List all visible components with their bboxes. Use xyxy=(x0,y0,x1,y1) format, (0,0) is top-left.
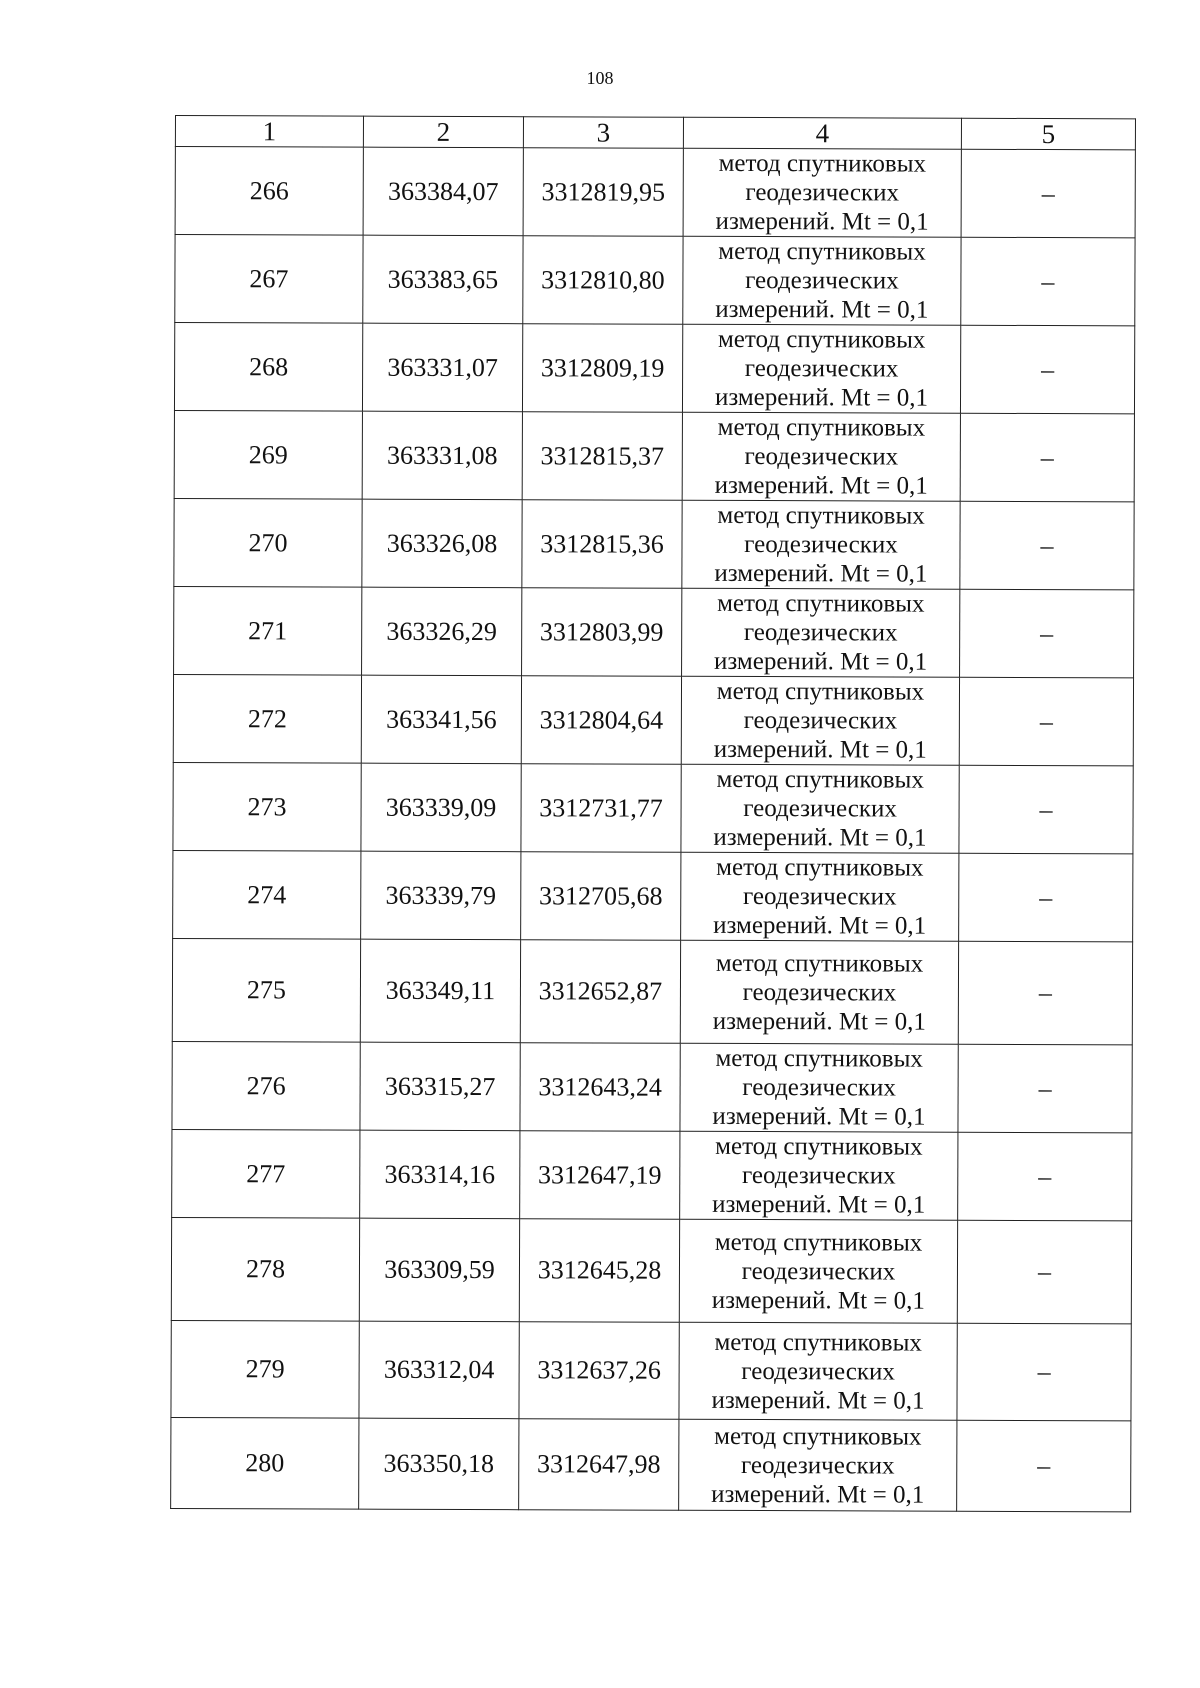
point-number-cell: 266 xyxy=(175,147,363,236)
y-coordinate-cell: 3312819,95 xyxy=(523,148,683,237)
method-line: метод спутниковых xyxy=(716,765,924,794)
table-row xyxy=(171,1417,1131,1511)
point-number-cell: 270 xyxy=(174,498,362,587)
note-cell: – xyxy=(957,1323,1131,1421)
point-number-cell: 275 xyxy=(172,938,360,1042)
point-number-cell: 269 xyxy=(174,410,362,499)
note-cell: – xyxy=(959,853,1133,942)
note-cell: – xyxy=(960,413,1134,502)
table-body xyxy=(171,147,1136,1512)
note-cell: – xyxy=(958,941,1132,1045)
header-row xyxy=(175,116,1135,150)
point-number-cell: 274 xyxy=(173,850,361,939)
column-header-5: 5 xyxy=(961,118,1135,150)
note-cell: – xyxy=(961,237,1135,326)
x-coordinate-cell: 363350,18 xyxy=(359,1418,519,1510)
y-coordinate-cell: 3312804,64 xyxy=(521,676,681,765)
method-line: метод спутниковых xyxy=(717,501,925,530)
x-coordinate-cell: 363309,59 xyxy=(359,1218,519,1322)
method-cell xyxy=(683,148,961,237)
table-row xyxy=(173,762,1133,853)
x-coordinate-cell: 363384,07 xyxy=(363,147,523,236)
method-line: геодезических xyxy=(743,706,898,735)
note-cell: – xyxy=(957,1420,1131,1512)
column-header-3: 3 xyxy=(523,117,683,149)
table-row xyxy=(174,410,1134,501)
x-coordinate-cell: 363314,16 xyxy=(360,1130,520,1219)
method-cell xyxy=(681,676,959,765)
method-line: измерений. Mt = 0,1 xyxy=(713,823,927,852)
method-line: измерений. Mt = 0,1 xyxy=(714,647,928,676)
table-row xyxy=(171,1217,1131,1323)
y-coordinate-cell: 3312643,24 xyxy=(520,1043,680,1132)
method-line: метод спутниковых xyxy=(715,949,924,978)
method-cell xyxy=(679,1219,957,1323)
x-coordinate-cell: 363339,09 xyxy=(361,763,521,852)
table-row xyxy=(171,1320,1131,1420)
column-header-2: 2 xyxy=(363,116,523,148)
table-row xyxy=(172,1129,1132,1220)
method-line: геодезических xyxy=(742,1073,896,1102)
method-line: метод спутниковых xyxy=(718,149,927,178)
x-coordinate-cell: 363339,79 xyxy=(361,851,521,940)
method-line: метод спутниковых xyxy=(718,237,926,266)
note-cell: – xyxy=(961,149,1135,238)
method-line: измерений. Mt = 0,1 xyxy=(711,1386,925,1415)
x-coordinate-cell: 363383,65 xyxy=(363,235,523,324)
method-line: геодезических xyxy=(745,266,899,295)
note-cell: – xyxy=(960,501,1134,590)
y-coordinate-cell: 3312731,77 xyxy=(521,764,681,853)
method-line: метод спутниковых xyxy=(717,325,926,354)
note-cell: – xyxy=(958,1044,1132,1133)
table-row xyxy=(175,235,1135,326)
method-cell xyxy=(682,324,960,413)
x-coordinate-cell: 363312,04 xyxy=(359,1321,519,1419)
table-row xyxy=(172,938,1132,1044)
table-row xyxy=(174,498,1134,589)
method-line: геодезических xyxy=(741,1257,896,1286)
note-cell: – xyxy=(958,1132,1132,1221)
y-coordinate-cell: 3312809,19 xyxy=(522,324,682,413)
x-coordinate-cell: 363349,11 xyxy=(360,939,520,1043)
y-coordinate-cell: 3312815,37 xyxy=(522,412,682,501)
column-header-4: 4 xyxy=(683,117,961,149)
point-number-cell: 278 xyxy=(171,1217,359,1321)
method-line: геодезических xyxy=(745,178,900,207)
x-coordinate-cell: 363315,27 xyxy=(360,1042,520,1131)
y-coordinate-cell: 3312652,87 xyxy=(520,940,680,1044)
point-number-cell: 280 xyxy=(171,1417,359,1509)
x-coordinate-cell: 363331,07 xyxy=(362,323,522,412)
method-line: геодезических xyxy=(742,882,897,911)
page-number: 108 xyxy=(586,68,614,88)
table-row xyxy=(173,674,1133,765)
y-coordinate-cell: 3312705,68 xyxy=(521,852,681,941)
method-line: геодезических xyxy=(742,978,897,1007)
x-coordinate-cell: 363341,56 xyxy=(361,675,521,764)
method-line: метод спутниковых xyxy=(715,1132,923,1161)
method-line: измерений. Mt = 0,1 xyxy=(712,1102,926,1131)
table-row xyxy=(175,147,1135,238)
y-coordinate-cell: 3312647,98 xyxy=(519,1419,679,1511)
method-line: геодезических xyxy=(744,354,899,383)
table-row xyxy=(174,586,1134,677)
point-number-cell: 273 xyxy=(173,762,361,851)
method-cell xyxy=(680,940,958,1044)
method-line: метод спутниковых xyxy=(714,1422,922,1451)
method-line: измерений. Mt = 0,1 xyxy=(714,471,928,500)
method-line: измерений. Mt = 0,1 xyxy=(714,383,929,412)
method-line: геодезических xyxy=(741,1357,895,1386)
y-coordinate-cell: 3312637,26 xyxy=(519,1322,679,1420)
point-number-cell: 267 xyxy=(175,235,363,324)
method-line: метод спутниковых xyxy=(715,1044,923,1073)
y-coordinate-cell: 3312803,99 xyxy=(522,588,682,677)
table-row xyxy=(172,1041,1132,1132)
method-line: геодезических xyxy=(740,1451,895,1480)
method-cell xyxy=(680,1131,958,1220)
method-cell xyxy=(681,852,959,941)
method-cell xyxy=(683,236,961,325)
x-coordinate-cell: 363326,08 xyxy=(362,499,522,588)
method-line: метод спутниковых xyxy=(714,1328,922,1357)
method-line: измерений. Mt = 0,1 xyxy=(712,1190,926,1219)
method-line: геодезических xyxy=(743,618,898,647)
x-coordinate-cell: 363331,08 xyxy=(362,411,522,500)
note-cell: – xyxy=(959,677,1133,766)
method-line: измерений. Mt = 0,1 xyxy=(715,207,929,236)
y-coordinate-cell: 3312645,28 xyxy=(519,1219,679,1323)
coordinates-table xyxy=(170,115,1136,1512)
point-number-cell: 279 xyxy=(171,1320,359,1418)
method-cell xyxy=(682,588,960,677)
table-header xyxy=(175,116,1135,150)
column-header-1: 1 xyxy=(175,116,363,148)
method-line: геодезических xyxy=(743,794,897,823)
method-line: измерений. Mt = 0,1 xyxy=(714,559,928,588)
point-number-cell: 271 xyxy=(174,586,362,675)
point-number-cell: 268 xyxy=(174,323,362,412)
note-cell: – xyxy=(959,765,1133,854)
point-number-cell: 277 xyxy=(172,1129,360,1218)
method-cell xyxy=(682,500,960,589)
method-line: метод спутниковых xyxy=(716,853,924,882)
y-coordinate-cell: 3312815,36 xyxy=(522,500,682,589)
method-cell xyxy=(682,412,960,501)
x-coordinate-cell: 363326,29 xyxy=(362,587,522,676)
method-line: измерений. Mt = 0,1 xyxy=(713,911,927,940)
method-line: метод спутниковых xyxy=(717,589,925,618)
method-line: измерений. Mt = 0,1 xyxy=(715,295,929,324)
method-line: измерений. Mt = 0,1 xyxy=(713,735,927,764)
method-line: метод спутниковых xyxy=(714,1228,923,1257)
method-cell xyxy=(679,1419,957,1511)
y-coordinate-cell: 3312810,80 xyxy=(523,236,683,325)
table-row xyxy=(173,850,1133,941)
method-line: измерений. Mt = 0,1 xyxy=(711,1286,925,1315)
method-line: метод спутниковых xyxy=(717,413,926,442)
point-number-cell: 276 xyxy=(172,1041,360,1130)
method-line: метод спутниковых xyxy=(716,677,925,706)
method-cell xyxy=(680,1043,958,1132)
method-line: геодезических xyxy=(744,442,899,471)
note-cell: – xyxy=(957,1220,1131,1324)
table-row xyxy=(174,323,1134,414)
method-line: измерений. Mt = 0,1 xyxy=(711,1480,925,1509)
note-cell: – xyxy=(960,589,1134,678)
method-cell xyxy=(679,1322,957,1420)
method-cell xyxy=(681,764,959,853)
method-line: геодезических xyxy=(744,530,898,559)
method-line: измерений. Mt = 0,1 xyxy=(712,1007,926,1036)
point-number-cell: 272 xyxy=(173,674,361,763)
method-line: геодезических xyxy=(741,1161,896,1190)
note-cell: – xyxy=(960,325,1134,414)
y-coordinate-cell: 3312647,19 xyxy=(520,1131,680,1220)
